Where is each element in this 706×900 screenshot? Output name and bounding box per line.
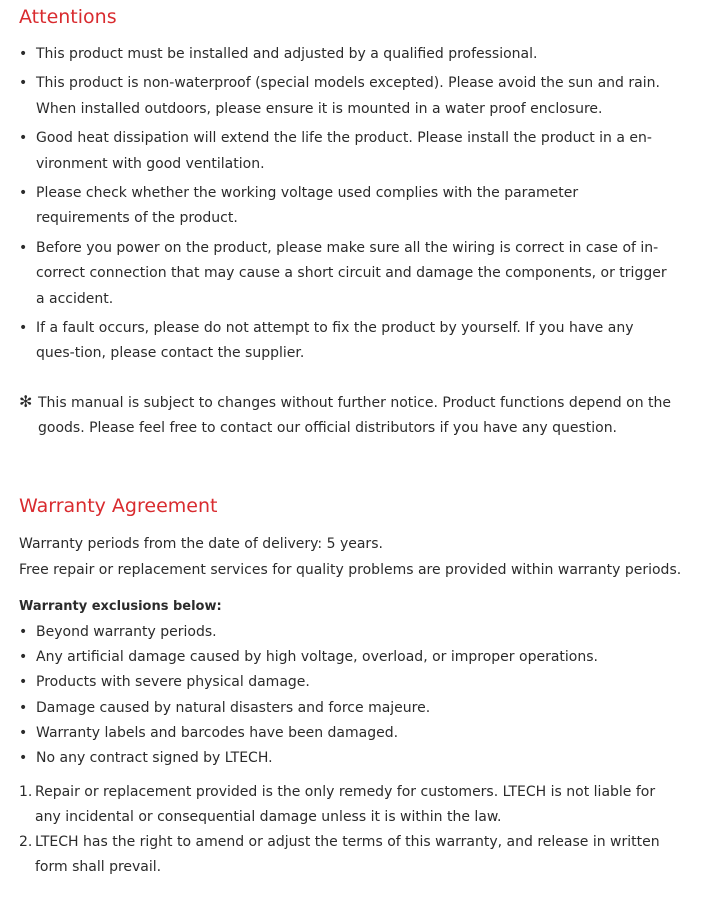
bullet-icon: • <box>19 724 28 741</box>
list-item-text: Repair or replacement provided is the only remedy for customers. LTECH is not liable for any incidental or consequential damage unless it is within the law. <box>35 784 656 825</box>
list-number: 2. <box>19 834 33 850</box>
list-item-text: Please check whether the working voltage used complies with the parameter requirements of the product. <box>36 184 579 227</box>
list-item <box>19 645 669 670</box>
bullet-icon: • <box>19 130 28 147</box>
list-item-text: No any contract signed by LTECH. <box>36 750 273 767</box>
list-item-text: Damage caused by natural disasters and force majeure. <box>36 699 431 716</box>
list-item-text: Any artificial damage caused by high voltage, overload, or improper operations. <box>36 649 598 666</box>
exclusions-heading: Warranty exclusions below: <box>19 599 222 614</box>
bullet-icon: • <box>19 184 28 201</box>
notice-text: This manual is subject to changes without further notice. Product functions depend on the goods. Please feel free to contact our official distributors if you have any question. <box>38 395 672 436</box>
list-item <box>19 696 669 721</box>
list-item <box>19 721 669 746</box>
list-item <box>19 42 669 68</box>
bullet-icon: • <box>19 699 28 716</box>
bullet-icon: • <box>19 239 28 256</box>
list-item <box>19 780 669 830</box>
bullet-icon: • <box>19 319 28 336</box>
exclusions-list <box>19 620 669 771</box>
asterisk-icon: ✻ <box>19 392 33 411</box>
attentions-list <box>19 42 669 371</box>
list-item <box>19 181 669 232</box>
list-item-text: Beyond warranty periods. <box>36 624 217 640</box>
list-item <box>19 316 669 367</box>
list-item-text: This product is non-waterproof (special models excepted). Please avoid the sun and rain. When installed outdoors, please ensure it is mounted in a water proof enclosure. <box>36 75 660 117</box>
attentions-title: Attentions <box>19 6 117 28</box>
list-item-text: Products with severe physical damage. <box>36 674 310 691</box>
list-item-text: If a fault occurs, please do not attempt to fix the product by yourself. If you have any ques-tion, please contact the supplier. <box>36 319 634 362</box>
bullet-icon: • <box>19 75 28 92</box>
notice-note <box>19 391 693 440</box>
bullet-icon: • <box>19 750 28 767</box>
list-item <box>19 670 669 695</box>
bullet-icon: • <box>19 46 28 62</box>
list-item-text: This product must be installed and adjusted by a qualified professional. <box>36 46 538 62</box>
warranty-free-repair: Free repair or replacement services for quality problems are provided within warranty periods. <box>19 562 682 578</box>
list-item <box>19 830 669 880</box>
list-number: 1. <box>19 784 33 800</box>
warranty-period: Warranty periods from the date of delivery: 5 years. <box>19 536 383 552</box>
list-item <box>19 236 669 313</box>
list-item <box>19 746 669 771</box>
list-item-text: LTECH has the right to amend or adjust the terms of this warranty, and release in written form shall prevail. <box>35 834 660 875</box>
terms-list <box>19 780 669 880</box>
bullet-icon: • <box>19 624 28 640</box>
list-item <box>19 71 669 122</box>
list-item-text: Warranty labels and barcodes have been damaged. <box>36 724 399 741</box>
warranty-title: Warranty Agreement <box>19 495 218 517</box>
list-item-text: Good heat dissipation will extend the life the product. Please install the product in a en-vironment with good ventilation. <box>36 130 652 172</box>
list-item <box>19 126 669 177</box>
bullet-icon: • <box>19 674 28 691</box>
list-item-text: Before you power on the product, please make sure all the wiring is correct in case of in-correct connection that may cause a short circuit and damage the components, or trigger a accident. <box>36 239 667 307</box>
list-item <box>19 620 669 645</box>
bullet-icon: • <box>19 649 28 666</box>
